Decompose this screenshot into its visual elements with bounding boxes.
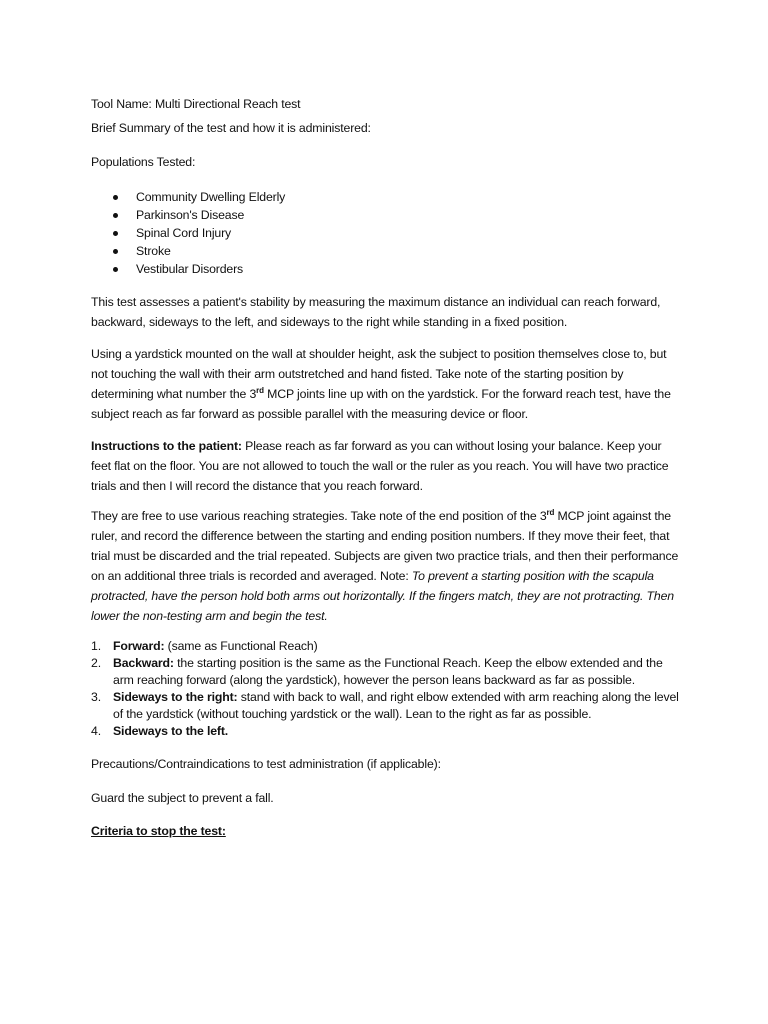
directions-list	[91, 638, 681, 740]
list-item: Parkinson's Disease	[91, 206, 681, 224]
brief-summary-heading: Brief Summary of the test and how it is administered:	[91, 121, 371, 135]
list-item: Spinal Cord Injury	[91, 224, 681, 242]
criteria-heading: Criteria to stop the test:	[91, 824, 226, 838]
list-item: Vestibular Disorders	[91, 260, 681, 278]
guard-text: Guard the subject to prevent a fall.	[91, 791, 274, 805]
strategies-paragraph: They are free to use various reaching strategies. Take note of the end position of the 3rd MCP joint against the ruler, and record the difference between the starting and ending position numbers. If they move their feet, that trial must be discarded and the trial repeated. Subjects are given two practice trials, and then their performance on an additional three trials is recorded and averaged. Note: To prevent a starting position with the scapula protracted, have the person hold both arms out horizontally. If the fingers match, they are not protracting. Then lower the non-testing arm and begin the test.	[91, 508, 679, 623]
precautions-heading: Precautions/Contraindications to test administration (if applicable):	[91, 757, 441, 771]
populations-heading: Populations Tested:	[91, 155, 196, 169]
setup-paragraph: Using a yardstick mounted on the wall at shoulder height, ask the subject to position themselves close to, but not touching the wall with their arm outstretched and hand fisted. Take note of the starting position by determining what number the 3rd MCP joints line up with on the yardstick. For the forward reach test, have the subject reach as far forward as possible parallel with the measuring device or floor.	[91, 347, 671, 421]
bullet-icon	[113, 195, 118, 200]
list-item: 2. Backward: the starting position is the same as the Functional Reach. Keep the elbow extended and the arm reaching forward (along the yardstick), however the person leans backward as far as possible.	[91, 656, 663, 687]
list-item: 4. Sideways to the left.	[91, 724, 229, 738]
document-body	[91, 94, 681, 841]
instructions-paragraph: Instructions to the patient: Please reach as far forward as you can without losing your balance. Keep your feet flat on the floor. You are not allowed to touch the wall or the ruler as you reach. You will have two practice trials and then I will record the distance that you reach forward.	[91, 439, 669, 493]
populations-list	[91, 188, 681, 278]
bullet-icon	[113, 231, 118, 236]
list-item: 3. Sideways to the right: stand with back to wall, and right elbow extended with arm reaching along the level of the yardstick (without touching yardstick or the wall). Lean to the right as far as possible.	[91, 690, 679, 721]
description-paragraph: This test assesses a patient's stability by measuring the maximum distance an individual can reach forward, backward, sideways to the left, and sideways to the right while standing in a fixed position.	[91, 295, 661, 329]
list-item: Stroke	[91, 242, 681, 260]
bullet-icon	[113, 249, 118, 254]
bullet-icon	[113, 213, 118, 218]
instructions-label: Instructions to the patient:	[91, 439, 242, 453]
tool-name: Tool Name: Multi Directional Reach test	[91, 97, 301, 111]
list-item: 1. Forward: (same as Functional Reach)	[91, 639, 318, 653]
list-item: Community Dwelling Elderly	[91, 188, 681, 206]
bullet-icon	[113, 267, 118, 272]
note-text: To prevent a starting position with the scapula protracted, have the person hold both arms out horizontally. If the fingers match, they are not protracting. Then lower the non-testing arm and begin the test.	[91, 569, 674, 623]
